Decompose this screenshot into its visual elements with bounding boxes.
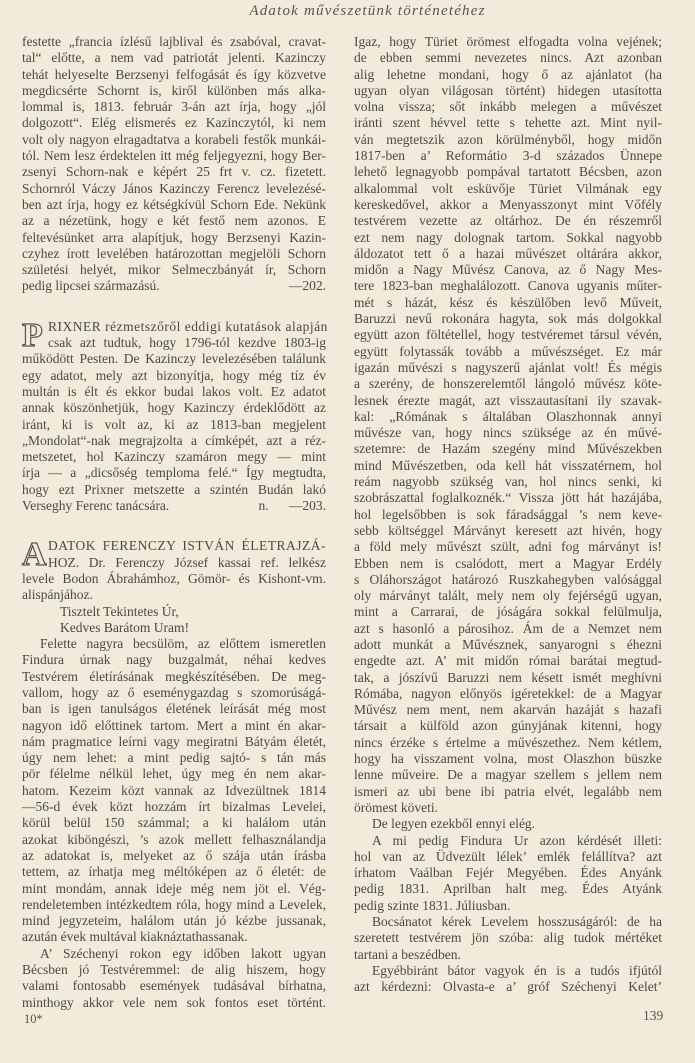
text-line: szeretett testvérem jön szóba: alig tudok mértéket — [354, 930, 662, 946]
text-line: mint mondám, annak ideje még nem jöt el. Vég- — [22, 880, 326, 896]
text-line: HOZ. Dr. Ferenczy József kassai ref. lelkész — [48, 554, 326, 570]
text-line: reám nagyobb szükség van, hol nincs senki, ki — [354, 474, 662, 490]
text-line: csak azt tudtuk, hogy 1796-tól kezdve 1803-ig — [48, 335, 326, 351]
text-line: oly márványt talált, mely nem oly fejérségű ugyan, — [354, 588, 662, 604]
text-line: s Oláhországot határozó Ruszkahegyben valósággal — [354, 571, 662, 587]
text-line: volna vissza; sőt inkább melegen a művészet — [354, 99, 662, 115]
text-line: Kedves Barátom Uram! — [60, 619, 189, 635]
text-line: a szerény, de honszerelemtől lángoló művész köte- — [354, 376, 662, 392]
text-line: valami fontosabb események tudásával bírhatna, — [22, 978, 326, 994]
reference-number: —202. — [288, 278, 326, 294]
text-line: pedig 1831. Aprilban halt meg. Édes Atyánk — [354, 881, 662, 897]
text-line: társait a külföld azon gúnyjának kitenni, hogy — [354, 718, 662, 734]
paragraph — [354, 963, 662, 996]
text-line: czyhez írott levelében határozottan megjelöli Schorn — [22, 245, 326, 261]
text-line: hogy ezt Prixner metszette a szintén Budán lakó — [22, 481, 326, 497]
text-line: együtt azon föltétellel, hogy testvéremet társul vévén, — [354, 327, 662, 343]
text-line: adott munkát a Művésznek, sanyarogni s éhezni — [354, 636, 662, 652]
text-line: az adatokat is, melyeket az ő szája után írásba — [22, 847, 326, 863]
text-line: Rómába, nagyon előnyös igéretekkel: de a Magyar — [354, 685, 662, 701]
text-line: Felette nagyra becsülöm, az előttem ismeretlen — [40, 636, 326, 652]
text-line: tal“ előtte, a nem vad patriotát jelenti. Kazinczy — [22, 50, 326, 66]
paragraph — [22, 636, 326, 946]
text-line — [22, 498, 326, 514]
text-line: pör félelme nélkül lehet, úgy meg én nem akar- — [22, 766, 326, 782]
text-line: Tisztelt Tekintetes Úr, — [60, 603, 179, 619]
right-column — [354, 34, 662, 996]
text-line: A’ Széchenyi rokon egy időben lakott ugyan — [40, 945, 326, 961]
text-line: hol van az Üdvezült lélek’ emlék felállítva? azt — [354, 848, 662, 864]
text-line: pedig szinte 1831. Júliusban. — [354, 897, 511, 913]
text-line: ugyan olyan világosan történt) hidegen utasította — [354, 82, 662, 98]
text-line: dolgozott“. Elég elismerés ez Kazinczytól, ki nem — [22, 115, 326, 131]
text-line: Baruzzi nevű rokonára hagyta, sok más dolgokkal — [354, 311, 662, 327]
text-line: Igaz, hogy Türiet örömest elfogadta volna vejének; — [354, 34, 662, 49]
text-line: RIXNER rézmetszőről eddigi kutatások alapján — [48, 318, 328, 334]
text-line: kereskedővel, akkor a Menyasszonyt mint Vőfély — [354, 196, 662, 212]
text-line: művésze van, hogy nincs szüksége az én művé- — [354, 425, 662, 441]
text-line: tettem, az írhatja meg méltóképen az ő életét: de — [22, 864, 326, 880]
text-line: azt kérdezni: Olvasta-e a’ gróf Széchenyi Kelet’ — [354, 979, 662, 995]
text-line: alkalommal volt esküvője Türiet Vilmának egy — [354, 180, 662, 196]
text-line: metszetet, hol Kazinczy szamáron megy — mint — [22, 449, 326, 465]
line-text: Verseghy Ferenc tanácsára. — [22, 498, 170, 514]
drop-cap: P — [22, 316, 43, 354]
text-line: engedte azt. A’ mit midőn római barátai megtud- — [354, 653, 662, 669]
text-line: ván megtetszik azon körülményből, hogy midőn — [354, 131, 662, 147]
text-line: 1817-ben a’ Reformátio 3-d százados Ünnepe — [354, 148, 662, 164]
paragraph — [22, 34, 326, 295]
text-line: Bocsánatot kérek Levelem hosszuságáról: de ha — [372, 914, 662, 930]
text-line: A mi pedig Findura Ur azon kérdését illeti: — [372, 832, 662, 848]
text-line: mind jegyzeteim, halálom után jó kézbe jussanak, — [22, 913, 326, 929]
text-line: azokat kiböngészi, ’s azok mellett felhasználandja — [22, 831, 326, 847]
line-text: pedig lipcsei származású. — [22, 278, 160, 294]
text-line: tól. Nem lesz érdektelen itt még feljegyezni, hogy Ber- — [22, 148, 326, 164]
paragraph — [22, 316, 328, 515]
text-line: nám pragmatice leírni vagy megiratni Bátyám életét, — [22, 733, 326, 749]
text-line: vallom, hogy az ő eseménygazdag s szomorúságá- — [22, 684, 326, 700]
text-line: testvérem vezette az oltárhoz. De én részemről — [354, 213, 662, 229]
text-line: tere 1823-ban meghalálozott. Canova ugyanis műter- — [354, 278, 662, 294]
text-line: de ebben semmi nevezetes nincs. Azt azonban — [354, 50, 662, 66]
text-line: ben azt írja, hogy ez kétségkívül Schorn Ede. Nekünk — [22, 196, 326, 212]
text-line: lehető legnagyobb pompával tartatott Bécsben, azon — [354, 164, 662, 180]
text-line: mét s házát, kész és készülőben levő Műveit, — [354, 294, 662, 310]
text-line: annak köszönhetjük, hogy Kazinczy érdeklődött az — [22, 400, 326, 416]
text-line: alig lehetne mondani, hogy ő az ajánlatot (ha — [354, 66, 662, 82]
reference-number: n. —203. — [258, 498, 326, 514]
text-line: levele Bodon Ábrahámhoz, Gömör- és Kishont-vm. — [22, 570, 326, 586]
page-number: 139 — [643, 1008, 664, 1023]
text-line: ezt nem nagy dolognak tartom. Sokkal nagyobb — [354, 229, 662, 245]
text-line: Findura úrnak nagy buzgalmát, néhai kedves — [22, 652, 326, 668]
text-line: iránt, ki is volt az, ki az 1813-ban megjelent — [22, 416, 326, 432]
text-line: hol legelsőbben is sok fáradsággal ’s nem keve- — [354, 506, 662, 522]
text-line: De legyen ezekből ennyi elég. — [372, 816, 536, 832]
paragraph — [354, 833, 662, 914]
text-line: azután évek multával kiaknáztathassanak. — [22, 929, 248, 945]
text-line: sebb költséggel Márványt keresett azt hivén, hogy — [354, 522, 662, 538]
text-line: azt s hasonló a párosihoz. Ám de a Nemzet nem — [354, 620, 662, 636]
text-line: a föld mely művészt szült, adni fog márványt is! — [354, 539, 662, 555]
text-line: kal: „Rómának s általában Olaszhonnak annyi — [354, 408, 662, 424]
text-line: mind Művészetben, oda kell hát visszatérnem, hol — [354, 457, 662, 473]
running-header: Adatok művészetünk történetéhez — [249, 3, 486, 19]
text-line: szetemre: de Hazám szegény mind Művészekben — [354, 441, 662, 457]
text-line: Művész nem ment, nem akarván hazáját s hazafi — [354, 702, 662, 718]
signature-mark: 10* — [24, 1012, 43, 1026]
text-line: DATOK FERENCZY ISTVÁN ÉLETRAJZÁ- — [48, 538, 326, 554]
text-line: működött Pesten. De Kazinczy levelezésében találunk — [22, 351, 326, 367]
text-line: ismeri az ubi bene ibi patria elvét, legalább nem — [354, 783, 662, 799]
text-line: együtt folytassák tovább a művészséget. Ez már — [354, 343, 662, 359]
text-line: hogy ha visszament volna, most Olaszhon büszke — [354, 751, 662, 767]
text-line: nincs érzéke s értelme a művészethez. Nem kétlem, — [354, 734, 662, 750]
text-line: írja — a „dicsőség temploma felé.“ Így megtudta, — [22, 465, 326, 481]
text-line: rendeletemben intézkedtem róla, hogy mind a Levelek, — [22, 896, 326, 912]
text-line: örömest követi. — [354, 799, 438, 815]
paragraph — [354, 816, 662, 832]
text-line: megdicsérte Schornt is, kiről különben más alka- — [22, 82, 326, 98]
text-line: igazán művészi s nagyszerű ajánlat volt! És mégis — [354, 359, 662, 375]
text-line: tehát helyeselte Berzsenyi felfogását és így közvetve — [22, 66, 326, 82]
text-line: midőn a Nagy Művész Canova, az ő Nagy Mes- — [354, 262, 662, 278]
text-line: Ebben nem is csalódott, mert a Magyar Erdély — [354, 555, 662, 571]
text-line: hatom. Kezeim közt vannak az Idvezültnek 1814 — [22, 782, 326, 798]
text-line: áldozatot tett ő a hazai művészet oltárára akkor, — [354, 245, 662, 261]
text-line: iránti szent hévvel tette s tehette azt. Mint nyil- — [354, 115, 662, 131]
text-line: az a nézetünk, hogy e két festő nem azonos. E — [22, 213, 326, 229]
text-line: multán is élt és ekkor budai lakos volt. Ez adatot — [22, 383, 326, 399]
paragraph — [22, 946, 326, 1011]
text-line: Testvérem életírásának megkészítésében. De meg- — [22, 668, 326, 684]
text-line: feltevésünket arra alapítjuk, hogy Berzsenyi Kazin- — [22, 229, 326, 245]
text-line: festette „francia ízlésű lajblival és zsabóval, cravat- — [22, 34, 326, 49]
text-line: nagyon idő előttinek tartom. Mert a mint én akar- — [22, 717, 326, 733]
text-line: tartani a beszédben. — [354, 946, 461, 962]
paragraph — [22, 538, 326, 603]
text-line: úgy nem lehet: a mint pedig sajtó- s tán más — [22, 750, 326, 766]
text-line: —56-d évek közt hozzám írt bizalmas Levelei, — [22, 799, 326, 815]
text-line: szobrászattal foglalkoznék.“ Vissza jött hát hazájába, — [354, 490, 662, 506]
drop-cap: A — [22, 536, 47, 574]
text-line — [22, 278, 326, 294]
text-line: „Mondolat“-nak megrajzolta a címképét, azt a réz- — [22, 432, 326, 448]
text-line: Bécsben jó Testvéremmel: de alig hiszem, hogy — [22, 962, 326, 978]
text-line: lenne műveire. De a magyar szellem s jellem nem — [354, 767, 662, 783]
paragraph — [354, 34, 662, 816]
paragraph — [22, 604, 326, 637]
paragraph — [354, 914, 662, 963]
text-line: Egyébbiránt bátor vagyok én is a tudós ifjútól — [372, 962, 662, 978]
text-line: mint a Carrarai, de jóságára sokkal felülmulja, — [354, 604, 662, 620]
text-line: minthogy akkor vele nem sok fontos eset történt. — [22, 994, 326, 1010]
text-line: lommal is, 1813. február 3-án azt írja, hogy „jól — [22, 99, 326, 115]
text-line: ban is igen tanulságos életének leírását még most — [22, 701, 326, 717]
text-line: születési helyét, mikor Selmeczbányát ír, Schorn — [22, 262, 326, 278]
text-line: zsenyi Schorn-nak e képért 25 frt v. cz. fizetett. — [22, 164, 326, 180]
left-column — [22, 34, 326, 1011]
text-line: tak, a jószívű Baruzzi nem késett ismét meghívni — [354, 669, 662, 685]
text-line: volt oly nagyon elragadtatva a korabeli festők munkái- — [22, 131, 326, 147]
text-line: írhatom Vaálban Fejér Megyében. Édes Anyánk — [354, 865, 662, 881]
text-line: Schornról Váczy János Kazinczy Ferencz levelezésé- — [22, 180, 326, 196]
text-line: lesnek érezte magát, azt visszautasítani ily szavak- — [354, 392, 662, 408]
text-line: körül belül 150 számmal; a ki halálom után — [22, 815, 326, 831]
text-line: egy adatot, mely azt bizonyítja, hogy még tíz év — [22, 367, 326, 383]
text-line: alispánjához. — [22, 587, 93, 603]
